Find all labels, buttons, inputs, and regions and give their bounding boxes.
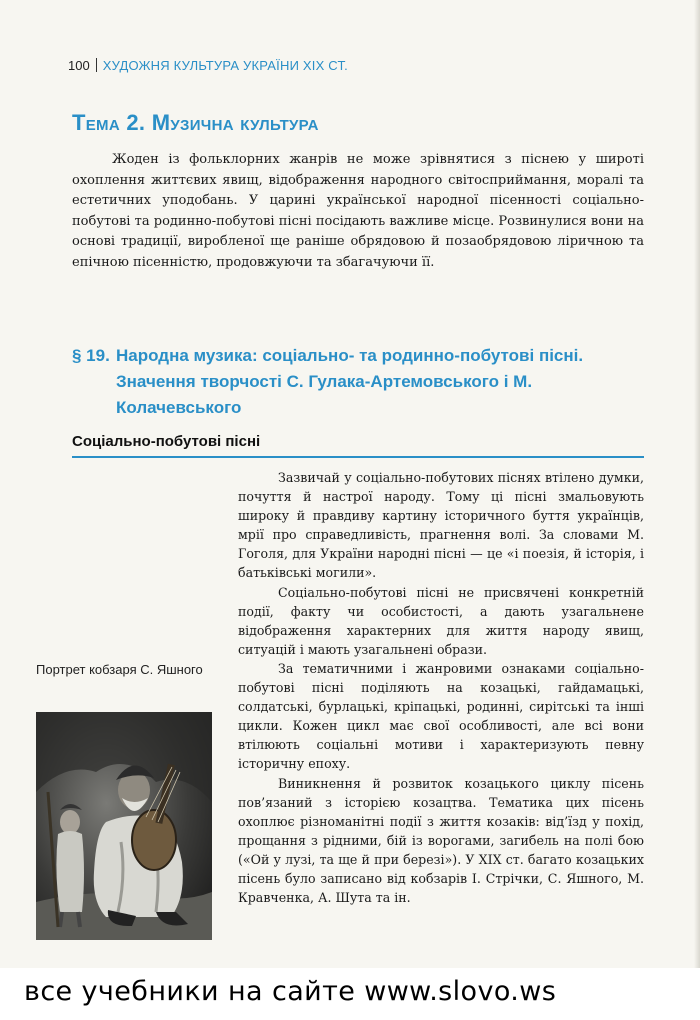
- topic-intro: Жоден із фольклорних жанрів не може зрівнятися з піснею у широті охоплення життєвих явищ, відображення народного світосприймання, моралі та естетичних уподобань. У царині української народної пісенності соціально-побутові та родинно-побутові пісні посідають важливе місце. Розвинулися вони на основі традиції, виробленої ще раніше обрядовою й позаобрядовою ліричною та епічною пісенністю, продовжуючи та збагачуючи її.: [72, 152, 644, 270]
- figure-caption: Портрет кобзаря С. Яшного: [36, 662, 203, 677]
- section-title-text: Народна музика: соціально- та родинно-побутові пісні. Значення творчості С. Гулака-Артемовського і М. Колачевського: [116, 346, 584, 417]
- header-divider: [96, 58, 97, 72]
- paragraph: Соціально-побутові пісні не присвячені конкретній події, факту чи особистості, а дають узагальнене відображення характерних для життя народу явищ, ситуацій і мають узагальнені образи.: [238, 584, 644, 657]
- paragraph: Виникнення й розвиток козацького циклу пісень пов’язаний з історією козацтва. Тематика цих пісень охоплює різноманітні події з життя козаків: від’їзд у похід, прощання з рідними, бій із ворогами, загибель на полі бою («Ой у лузі, та ще й при березі»). У XIX ст. багато козацьких пісень було записано від кобзарів І. Стрічки, С. Яшного, М. Кравченка, А. Шута та ін.: [238, 775, 644, 906]
- book-title: ХУДОЖНЯ КУЛЬТУРА УКРАЇНИ XIX СТ.: [102, 58, 348, 73]
- paragraph: За тематичними і жанровими ознаками соціально-побутові пісні поділяють на козацькі, гайдамацькі, солдатські, бурлацькі, кріпацькі, родинні, сирітські та інші цикли. Кожен цикл має свої особливості, але всі вони втілюють соціальні мотиви і характеризують певну історичну епоху.: [238, 660, 644, 772]
- heading-rule: [72, 456, 644, 458]
- page-edge: [694, 0, 700, 1020]
- section-title: [72, 343, 662, 421]
- kobzar-portrait-image: [36, 712, 212, 940]
- section-number: § 19.: [72, 346, 110, 365]
- watermark-text: все учебники на сайте www.slovo.ws: [24, 976, 557, 1007]
- body-text: [238, 468, 644, 907]
- running-head: [68, 58, 348, 73]
- subsection-heading: Соціально-побутові пісні: [72, 433, 261, 450]
- page-number: 100: [68, 58, 90, 73]
- paragraph: Зазвичай у соціально-побутових піснях втілено думки, почуття й настрої народу. Тому ці пісні змальовують широку й правдиву картину історичного буття українців, мрії про справедливість, прагнення волі. За словами М. Гоголя, для України народні пісні — це «і поезія, й історія, і батьківські могили».: [238, 470, 644, 581]
- topic-title: Тема 2. Музична культура: [72, 110, 319, 135]
- portrait-illustration: [36, 712, 212, 940]
